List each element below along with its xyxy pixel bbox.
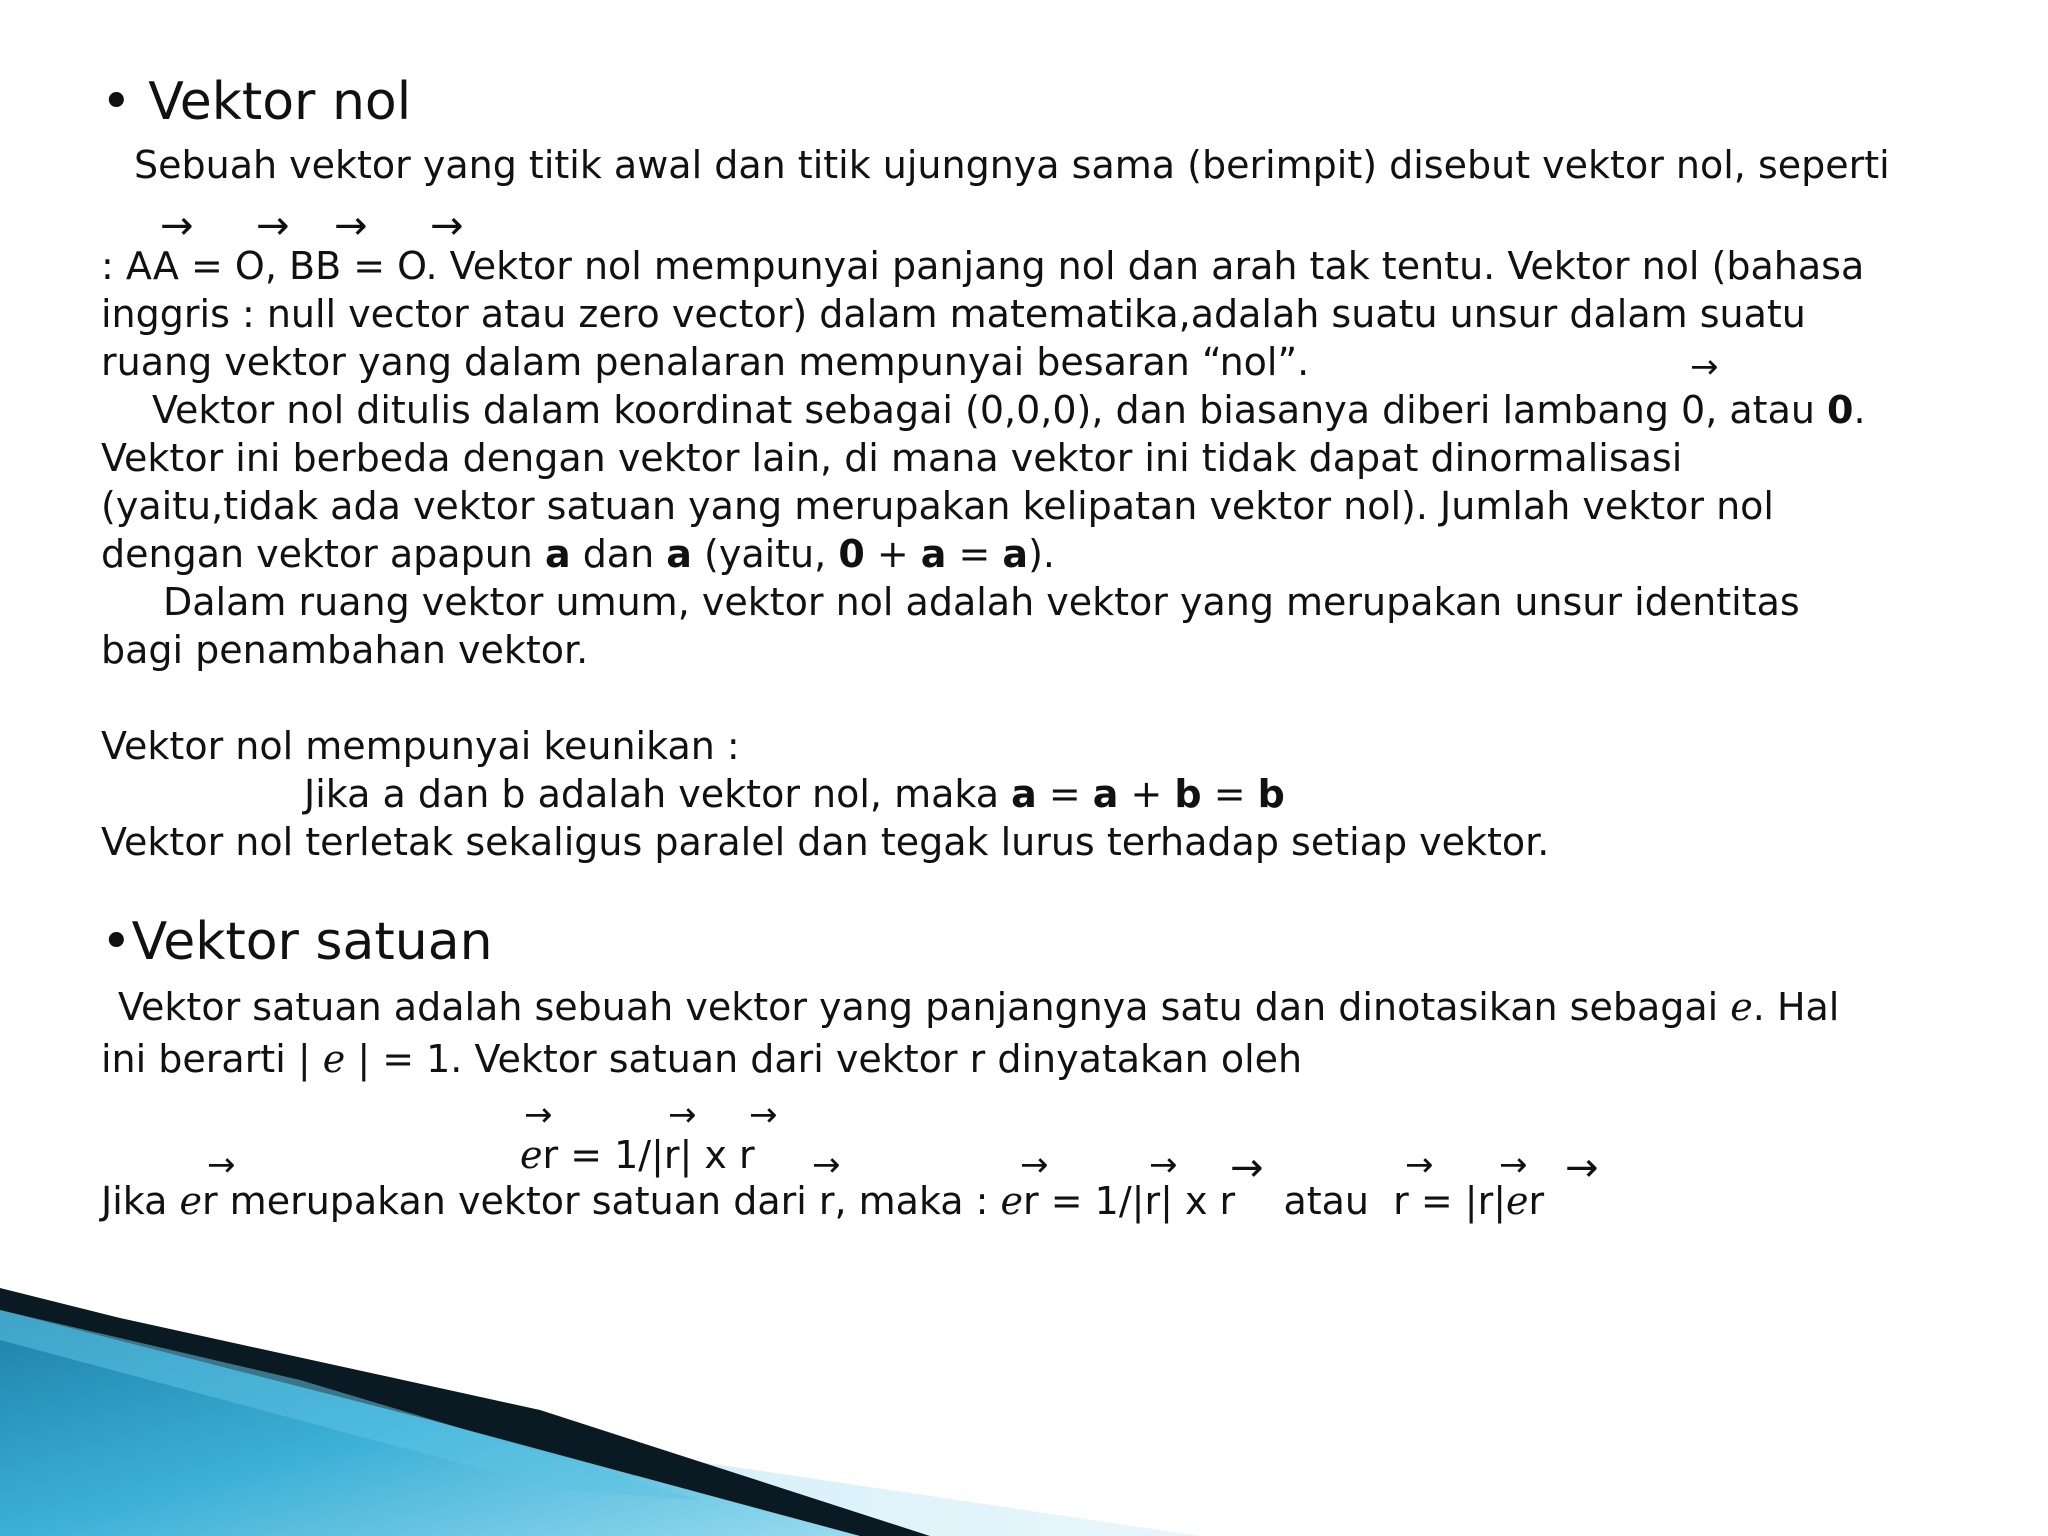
text: . Hal (1752, 985, 1840, 1029)
arrow-icon: → (812, 1145, 841, 1185)
arrow-icon: → (256, 203, 290, 249)
bold-b: b (1174, 772, 1202, 816)
text: r = 1/|r| x r atau r = |r| (1023, 1179, 1507, 1223)
arrow-icon: → (1499, 1145, 1528, 1185)
text: Jika (101, 1179, 180, 1223)
text: (yaitu, (691, 532, 839, 576)
nol-line-4: ruang vektor yang dalam penalaran mempunyai besaran “nol”. (101, 340, 1310, 384)
nol-line-6: Vektor ini berbeda dengan vektor lain, di mana vektor ini tidak dapat dinormalisasi (101, 436, 1683, 480)
arrow-icon: → (160, 203, 194, 249)
arrow-icon: → (1690, 347, 1719, 387)
nol-line-10: bagi penambahan vektor. (101, 628, 589, 672)
text: + (864, 532, 921, 576)
text: | = 1. Vektor satuan dari vektor r dinyatakan oleh (345, 1037, 1303, 1081)
arrow-icon: → (1405, 1145, 1434, 1185)
text: r merupakan vektor satuan dari r, maka : (201, 1179, 1001, 1223)
bold-b: b (1257, 772, 1285, 816)
text: = (1201, 772, 1258, 816)
bold-a: a (1092, 772, 1119, 816)
bold-zero: 0 (1827, 388, 1854, 432)
arrow-icon: → (1020, 1145, 1049, 1185)
text: = (946, 532, 1003, 576)
italic-e: e (520, 1133, 543, 1177)
nol-line-7: (yaitu,tidak ada vektor satuan yang merupakan kelipatan vektor nol). Jumlah vektor nol (101, 484, 1774, 528)
text: dan (570, 532, 667, 576)
arrow-icon: → (430, 203, 464, 249)
bold-a: a (1011, 772, 1037, 816)
arrow-icon: → (207, 1145, 236, 1185)
text: ). (1028, 532, 1055, 576)
italic-e: e (1506, 1179, 1529, 1223)
text: r = 1/|r| x r (542, 1133, 755, 1177)
heading-vektor-satuan: •Vektor satuan (101, 912, 493, 972)
nol-line-5-text: Vektor nol ditulis dalam koordinat sebagai (0,0,0), dan biasanya diberi lambang 0, atau (152, 388, 1828, 432)
arrow-icon: → (749, 1095, 778, 1135)
nol-last-line: Vektor nol terletak sekaligus paralel dan tegak lurus terhadap setiap vektor. (101, 820, 1550, 864)
italic-e: e (1000, 1179, 1024, 1223)
arrow-icon: → (334, 203, 368, 249)
bold-zero: 0 (838, 532, 865, 576)
text: ini berarti | (101, 1037, 323, 1081)
text: Jika a dan b adalah vektor nol, maka (304, 772, 1012, 816)
bold-a: a (920, 532, 947, 576)
nol-line-2: : AA = O, BB = O. Vektor nol mempunyai panjang nol dan arah tak tentu. Vektor nol (bahasa (101, 244, 1865, 288)
text: r (1528, 1179, 1545, 1223)
arrow-icon: → (524, 1095, 553, 1135)
bold-a: a (666, 532, 692, 576)
text: Vektor satuan adalah sebuah vektor yang panjangnya satu dan dinotasikan sebagai (118, 985, 1731, 1029)
italic-e: e (322, 1037, 346, 1081)
heading-vektor-nol: • Vektor nol (101, 72, 412, 132)
bold-a: a (544, 532, 571, 576)
keunikan-label: Vektor nol mempunyai keunikan : (101, 724, 740, 768)
text: + (1118, 772, 1175, 816)
nol-line-3: inggris : null vector atau zero vector) dalam matematika,adalah suatu unsur dalam suatu (101, 292, 1806, 336)
period: . (1853, 388, 1866, 432)
text: = (1036, 772, 1093, 816)
arrow-icon: → (1149, 1145, 1178, 1185)
nol-line-9: Dalam ruang vektor umum, vektor nol adalah vektor yang merupakan unsur identitas (163, 580, 1800, 624)
arrow-icon: → (1230, 1145, 1264, 1191)
nol-line-1: Sebuah vektor yang titik awal dan titik ujungnya sama (berimpit) disebut vektor nol, seperti (134, 143, 1890, 187)
arrow-icon: → (1565, 1145, 1599, 1191)
italic-e: e (179, 1179, 202, 1223)
arrow-icon: → (668, 1095, 697, 1135)
italic-e: e (1730, 985, 1753, 1029)
text: dengan vektor apapun (101, 532, 545, 576)
bold-a: a (1002, 532, 1029, 576)
